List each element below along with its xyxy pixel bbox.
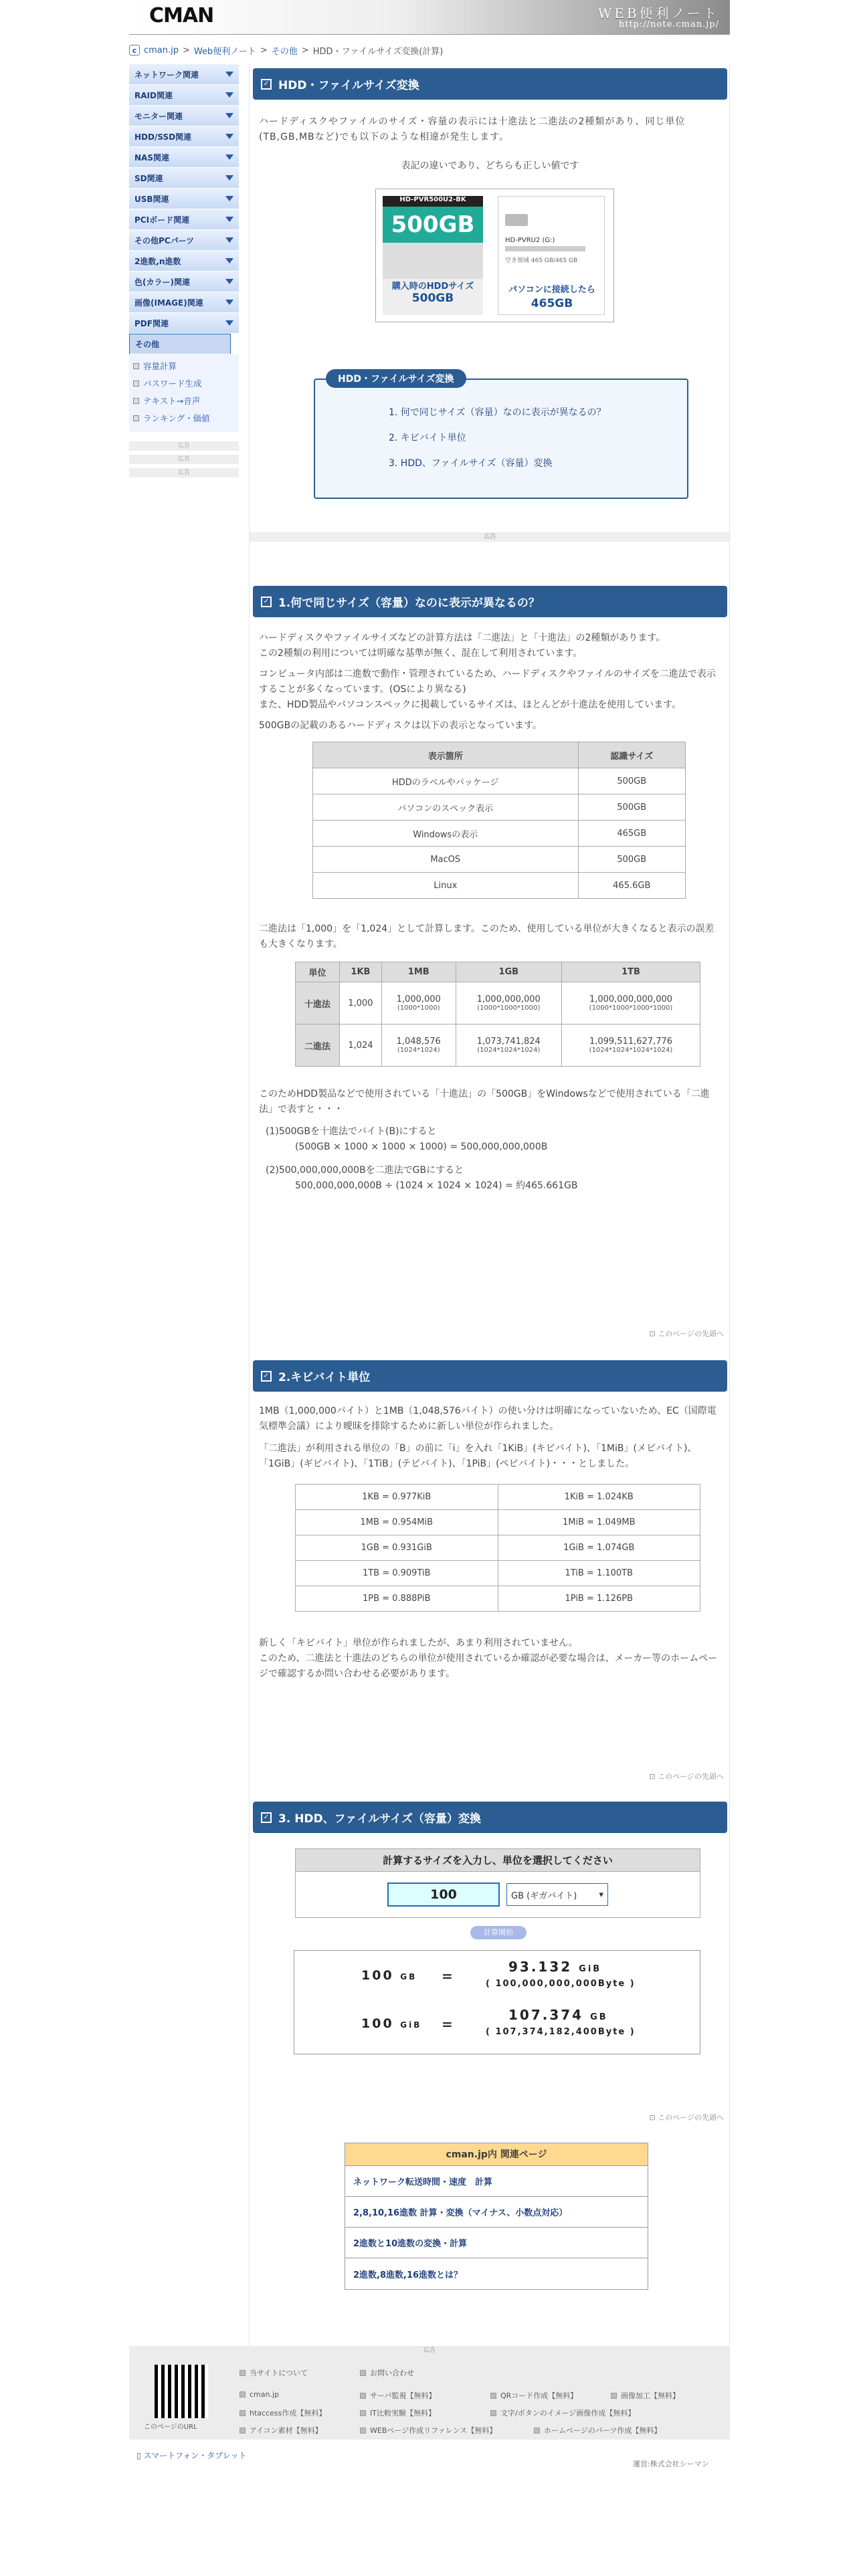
paragraph: 1MB（1,000,000バイト）と1MB（1,048,576バイト）の使い分けは明確になっていないため、EC（国際電気標準会議）により曖昧を排除するために新しい単位が作られました。 bbox=[259, 1406, 717, 1432]
smartphone-icon: ▯ bbox=[136, 2451, 141, 2460]
sidebar-item[interactable]: 色(カラー)関連 bbox=[129, 272, 239, 292]
smartphone-link[interactable]: ▯ スマートフォン・タブレット bbox=[136, 2451, 247, 2460]
footer bbox=[129, 2346, 730, 2440]
triangle-down-icon bbox=[225, 320, 233, 326]
unit-comparison-table: 単位 1KB 1MB 1GB 1TB 十進法 1,000 1,000,000 (1000*1000) 1,000,000,000 (1000*1000*1000) 1,000,000,000,000 (1000*1000*1000*1000) 二進法 1,024 1,048,576 (1024*1024) 1,073,741,824 (1024*1024*1024) 1,099,511,627,776 (1024*1024*1024*1024) bbox=[295, 962, 700, 1067]
sidebar-item[interactable]: RAID関連 bbox=[129, 85, 239, 106]
footer-link[interactable]: お問い合わせ bbox=[360, 2367, 414, 2378]
sidebar-item[interactable]: 画像(IMAGE)関連 bbox=[129, 292, 239, 313]
square-bullet-icon bbox=[490, 2410, 496, 2416]
triangle-down-icon bbox=[225, 92, 233, 98]
sidebar-item[interactable]: その他PCパーツ bbox=[129, 230, 239, 251]
breadcrumb: c cman.jp > Web便利ノート > その他 > HDD・ファイルサイズ変換(計算) bbox=[129, 41, 730, 59]
related-link[interactable]: 2,8,10,16進数 計算・変換（マイナス、小数点対応） bbox=[345, 2197, 648, 2228]
intro-section bbox=[250, 68, 731, 172]
footer-link[interactable]: ホームページのパーツ作成【無料】 bbox=[534, 2425, 661, 2436]
check-icon: ✓ bbox=[261, 1371, 272, 1382]
sidebar-item[interactable]: HDD/SSD関連 bbox=[129, 126, 239, 147]
subnav-item[interactable]: パスワード生成 bbox=[129, 374, 239, 392]
paragraph: このためHDD製品などで使用されている「十進法」の「500GB」をWindowsなどで使用されている「二進法」で表すと・・・ bbox=[259, 1089, 710, 1115]
triangle-down-icon bbox=[225, 154, 233, 160]
sidebar-item[interactable]: SD関連 bbox=[129, 168, 239, 189]
sidebar-item[interactable]: 2進数,n進数 bbox=[129, 251, 239, 272]
sidebar-ad[interactable]: 広告 bbox=[129, 441, 239, 451]
paragraph: また、HDD製品やパソコンスペックに掲載しているサイズは、ほとんどが十進法を使用しています。 bbox=[259, 700, 682, 710]
footer-link[interactable]: IT比較実験【無料】 bbox=[360, 2407, 436, 2418]
square-bullet-icon bbox=[534, 2428, 540, 2434]
square-bullet-icon bbox=[240, 2391, 246, 2397]
chevron-down-icon: ▾ bbox=[599, 1889, 603, 1900]
square-bullet-icon bbox=[490, 2393, 496, 2399]
calculate-button[interactable]: 計算開始 bbox=[470, 1926, 527, 1939]
calc-step: (1)500GBを十進法でバイト(B)にすると bbox=[266, 1126, 437, 1137]
square-bullet-icon bbox=[240, 2370, 246, 2376]
related-link[interactable]: ネットワーク転送時間・速度 計算 bbox=[345, 2166, 648, 2197]
triangle-down-icon bbox=[225, 175, 233, 181]
operator-text: 運営:株式会社シーマン bbox=[633, 2460, 709, 2468]
qr-code-icon bbox=[155, 2365, 208, 2418]
related-pages bbox=[345, 2143, 648, 2290]
subnav-item[interactable]: 容量計算 bbox=[129, 357, 239, 374]
toc-item[interactable]: 1. 何で同じサイズ（容量）なのに表示が異なるの？ bbox=[389, 407, 606, 418]
sidebar-subnav bbox=[129, 354, 239, 432]
sidebar-item-other[interactable]: その他 bbox=[129, 334, 231, 354]
triangle-down-icon bbox=[225, 134, 233, 139]
section-3 bbox=[250, 1802, 731, 1833]
toc-item[interactable]: 2. キビバイト単位 bbox=[389, 433, 466, 443]
check-icon: ✓ bbox=[261, 79, 272, 90]
sidebar-item[interactable]: NAS関連 bbox=[129, 147, 239, 168]
breadcrumb-other[interactable]: その他 bbox=[271, 46, 298, 57]
result-box bbox=[294, 1950, 700, 2054]
square-bullet-icon bbox=[133, 398, 139, 404]
sidebar-ad[interactable]: 広告 bbox=[129, 455, 239, 464]
qr-label: このページのURL bbox=[144, 2424, 197, 2431]
table-of-contents bbox=[314, 374, 688, 499]
breadcrumb-home[interactable]: cman.jp bbox=[144, 45, 179, 56]
related-link[interactable]: 2進数,8進数,16進数とは？ bbox=[353, 2270, 463, 2280]
footer-link[interactable]: アイコン素材【無料】 bbox=[240, 2425, 322, 2436]
c-logo-icon: c bbox=[129, 45, 140, 56]
square-bullet-icon bbox=[133, 381, 139, 387]
intro-text: ハードディスクやファイルのサイズ・容量の表示には十進法と二進法の2種類があり、同じ単位(TB,GB,MBなど)でも以下のような相違が発生します。 bbox=[259, 116, 686, 142]
footer-link[interactable]: サーバ監視【無料】 bbox=[360, 2390, 436, 2401]
section-heading: ✓ 1.何で同じサイズ（容量）なのに表示が異なるの？ bbox=[253, 586, 727, 617]
sidebar-item[interactable]: モニター関連 bbox=[129, 106, 239, 126]
square-bullet-icon bbox=[240, 2410, 246, 2416]
footer-link[interactable]: WEBページ作成リファレンス【無料】 bbox=[360, 2425, 496, 2436]
pc-drive-image: HD-PVRU2 (G:) 空き領域 465 GB/465 GB パソコンに接続したら 465GB bbox=[498, 196, 605, 315]
square-bullet-icon bbox=[360, 2410, 366, 2416]
breadcrumb-current: HDD・ファイルサイズ変換(計算) bbox=[312, 46, 444, 57]
size-calculator bbox=[295, 1848, 700, 1918]
footer-link[interactable]: cman.jp bbox=[240, 2390, 279, 2399]
calculator-header: 計算するサイズを入力し、単位を選択してください bbox=[296, 1849, 700, 1872]
triangle-down-icon bbox=[225, 279, 233, 284]
calc-step: (2)500,000,000,000Bを二進法でGBにすると bbox=[266, 1165, 464, 1176]
page-title: ✓ HDD・ファイルサイズ変換 bbox=[253, 68, 727, 100]
figure-caption: 表記の違いであり、どちらも正しい値です bbox=[401, 160, 579, 171]
hdd-package-image: HD-PVR500U2-BK 500GB 購入時のHDDサイズ 500GB bbox=[383, 196, 483, 315]
ad-banner[interactable]: 広告 bbox=[250, 532, 731, 542]
section-heading: ✓ 2.キビバイト単位 bbox=[253, 1360, 727, 1392]
section-2 bbox=[250, 1360, 731, 1682]
check-icon: ✓ bbox=[261, 1812, 272, 1823]
subnav-item[interactable]: ランキング・価値 bbox=[129, 409, 239, 427]
triangle-down-icon bbox=[225, 196, 233, 201]
sidebar-item[interactable]: ネットワーク関連 bbox=[129, 64, 239, 85]
calc-formula: 500,000,000,000B ÷ (1024 × 1024 × 1024) = 約465.661GB bbox=[295, 1180, 578, 1191]
footer-link[interactable]: htaccess作成【無料】 bbox=[240, 2407, 326, 2418]
back-to-top-link[interactable]: ⊡ このページの先頭へ bbox=[649, 1772, 724, 1781]
triangle-down-icon bbox=[225, 300, 233, 305]
main-content bbox=[249, 64, 730, 2346]
paragraph: 新しく「キビバイト」単位が作られましたが、あまり利用されていません。 bbox=[259, 1638, 578, 1648]
triangle-down-icon bbox=[225, 258, 233, 263]
site-title: WEB便利ノート bbox=[597, 5, 719, 21]
paragraph: ハードディスクやファイルサイズなどの計算方法は「二進法」と「十進法」の2種類があります。 bbox=[259, 633, 666, 643]
toc-item[interactable]: 3. HDD、ファイルサイズ（容量）変換 bbox=[389, 458, 553, 469]
back-to-top-link[interactable]: ⊡ このページの先頭へ bbox=[649, 2113, 724, 2122]
square-bullet-icon bbox=[360, 2428, 366, 2434]
paragraph: 「二進法」が利用される単位の「B」の前に「i」を入れ「1KiB」(キビバイト)、「1MiB」(メビバイト)、「1GiB」(ギビバイト)、「1TiB」(テビバイト)、「1PiB」(ペビバイト)・・・としました。 bbox=[259, 1443, 697, 1469]
footer-link[interactable]: 画像加工【無料】 bbox=[611, 2390, 680, 2401]
paragraph: 二進法は「1,000」を「1,024」として計算します。このため、使用している単位が大きくなると表示の誤差も大きくなります。 bbox=[259, 924, 714, 950]
square-bullet-icon bbox=[240, 2428, 246, 2434]
related-title: cman.jp内 関連ページ bbox=[345, 2143, 648, 2166]
paragraph: コンピュータ内部は二進数で動作・管理されているため、ハードディスクやファイルのサイズを二進法で表示することが多くなっています。(OSにより異なる) bbox=[259, 669, 716, 695]
logo[interactable]: CMAN bbox=[149, 4, 214, 27]
triangle-down-icon bbox=[225, 72, 233, 77]
back-to-top-link[interactable]: ⊡ このページの先頭へ bbox=[649, 1329, 724, 1338]
size-input[interactable]: 100 bbox=[387, 1883, 500, 1907]
result-row: 100 GiB = 107.374 GB ( 107,374,182,400Byte ) bbox=[361, 2007, 636, 2037]
paragraph: この2種類の利用については明確な基準が無く、混在して利用されています。 bbox=[259, 648, 583, 659]
paragraph: このため、二進法と十進法のどちらの単位が使用されているか確認が必要な場合は、メーカー等のホームページで確認するか問い合わせる必要があります。 bbox=[259, 1653, 718, 1679]
paragraph: 500GBの記載のあるハードディスクは以下の表示となっています。 bbox=[259, 720, 542, 731]
calc-formula: (500GB × 1000 × 1000 × 1000) = 500,000,000,000B bbox=[295, 1142, 548, 1152]
sidebar-nav bbox=[129, 64, 239, 354]
footer-link[interactable]: 当サイトについて bbox=[240, 2367, 308, 2378]
footer-link[interactable]: 文字/ボタンのイメージ画像作成【無料】 bbox=[490, 2407, 635, 2418]
toc-title: HDD・ファイルサイズ変換 bbox=[326, 369, 466, 388]
result-row: 100 GB = 93.132 GiB ( 100,000,000,000Byte ) bbox=[361, 1959, 636, 1989]
unit-select[interactable]: GB (ギガバイト) ▾ bbox=[506, 1883, 608, 1906]
footer-ad[interactable]: 広告 bbox=[423, 2347, 436, 2354]
sidebar-item[interactable]: PCIボード関連 bbox=[129, 209, 239, 230]
drive-icon bbox=[505, 214, 528, 226]
sidebar-item[interactable]: USB関連 bbox=[129, 189, 239, 209]
sidebar-item[interactable]: PDF関連 bbox=[129, 313, 239, 334]
comparison-figure bbox=[375, 189, 614, 322]
header bbox=[129, 0, 730, 35]
related-link[interactable]: 2進数と10進数の変換・計算 bbox=[345, 2228, 648, 2258]
section-1 bbox=[250, 586, 731, 1194]
sidebar bbox=[129, 64, 239, 477]
subnav-item[interactable]: テキスト→音声 bbox=[129, 392, 239, 409]
triangle-down-icon bbox=[225, 237, 233, 243]
sidebar-ad[interactable]: 広告 bbox=[129, 468, 239, 477]
square-bullet-icon bbox=[360, 2393, 366, 2399]
square-bullet-icon bbox=[360, 2370, 366, 2376]
square-bullet-icon bbox=[611, 2393, 617, 2399]
triangle-down-icon bbox=[225, 217, 233, 222]
check-icon: ✓ bbox=[261, 597, 272, 607]
kibibyte-table: 1KB = 0.977KiB 1KiB = 1.024KB 1MB = 0.954MiB 1MiB = 1.049MB 1GB = 0.931GiB 1GiB = 1.074GB 1TB = 0.909TiB 1TiB = 1.100TB 1PB = 0.888PiB 1PiB = 1.126PB bbox=[295, 1484, 700, 1612]
display-size-table: 表示箇所 認識サイズ HDDのラベルやパッケージ 500GB パソコンのスペック表示 500GB Windowsの表示 465GB MacOS 500GB Linux 465.6GB bbox=[312, 742, 686, 899]
footer-link[interactable]: QRコード作成【無料】 bbox=[490, 2390, 577, 2401]
triangle-down-icon bbox=[225, 113, 233, 118]
site-url: http://note.cman.jp/ bbox=[618, 19, 719, 29]
breadcrumb-note[interactable]: Web便利ノート bbox=[193, 46, 256, 57]
square-bullet-icon bbox=[133, 415, 139, 421]
section-heading: ✓ 3. HDD、ファイルサイズ（容量）変換 bbox=[253, 1802, 727, 1833]
square-bullet-icon bbox=[133, 363, 139, 369]
